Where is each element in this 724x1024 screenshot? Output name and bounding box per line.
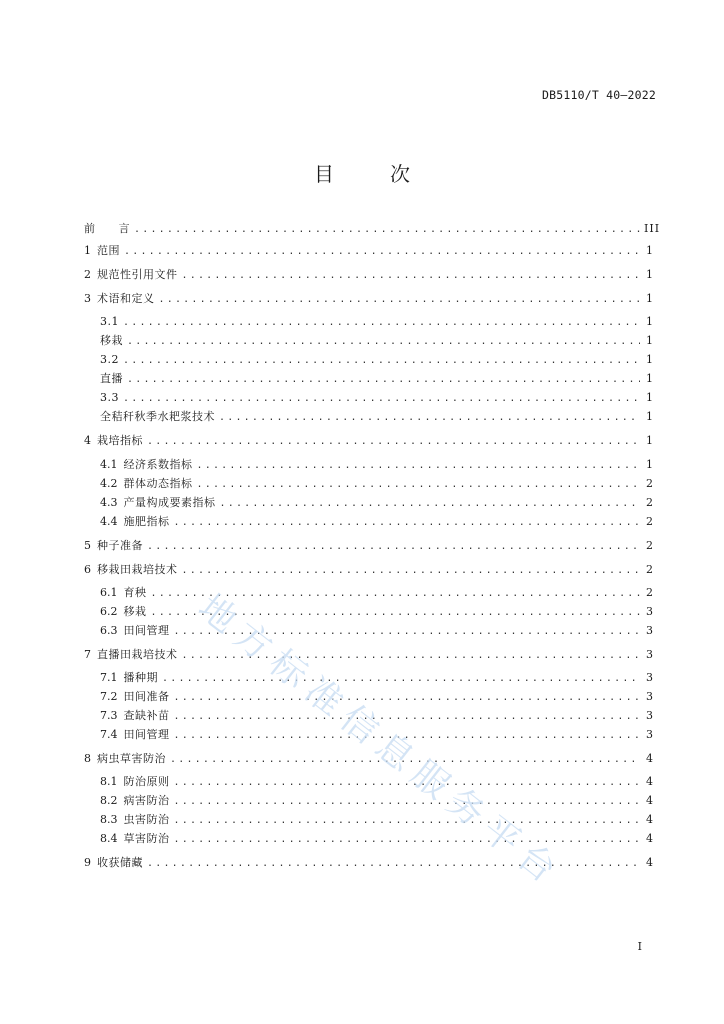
toc-entry-page: 4	[646, 775, 654, 788]
toc-entry-title: 范围	[97, 244, 120, 257]
toc-entry[interactable]	[100, 603, 654, 621]
toc-leader-dots	[197, 476, 641, 494]
toc-leader-dots	[219, 409, 640, 427]
toc-leader-dots	[220, 495, 641, 513]
toc-entry[interactable]	[84, 750, 654, 768]
toc-entry[interactable]	[100, 456, 654, 474]
toc-leader-dots	[124, 243, 640, 261]
toc-entry[interactable]	[100, 332, 654, 350]
toc-entry-title: 产量构成要素指标	[123, 496, 216, 509]
toc-entry-page: 4	[646, 832, 654, 845]
toc-leader-dots	[123, 390, 640, 408]
toc-entry-page: 3	[646, 648, 654, 661]
toc-entry[interactable]	[100, 313, 654, 331]
toc-entry-title: 病害防治	[123, 794, 170, 807]
toc-entry-title: 施肥指标	[123, 515, 170, 528]
toc-entry-number: 4.2	[100, 477, 118, 490]
toc-entry[interactable]	[100, 792, 654, 810]
watermark-text: 地方标准信息服务平台	[190, 586, 571, 897]
toc-entry-page: 1	[646, 372, 654, 385]
toc-entry[interactable]	[100, 475, 654, 493]
toc-entry-title: 草害防治	[123, 832, 170, 845]
toc-leader-dots	[174, 727, 641, 745]
toc-entry[interactable]	[100, 688, 654, 706]
toc-entry[interactable]	[84, 290, 654, 308]
toc-entry-page: III	[644, 222, 661, 235]
toc-leader-dots	[174, 689, 641, 707]
toc-entry-title: 田间管理	[123, 624, 170, 637]
page-title: 目 次	[314, 162, 428, 186]
toc-entry-page: 3	[646, 690, 654, 703]
toc-entry-title: 病虫草害防治	[97, 752, 166, 765]
toc-entry-page: 1	[646, 244, 654, 257]
toc-leader-dots	[159, 291, 641, 309]
toc-entry-title: 移栽田栽培技术	[97, 563, 178, 576]
toc-entry[interactable]	[84, 646, 654, 664]
toc-leader-dots	[123, 314, 640, 332]
toc-entry-number: 6.2	[100, 605, 118, 618]
toc-entry[interactable]	[84, 561, 654, 579]
toc-entry-title: 播种期	[123, 671, 158, 684]
toc-entry-title: 移栽	[100, 334, 123, 347]
toc-entry-page: 3	[646, 728, 654, 741]
toc-leader-dots	[174, 708, 641, 726]
toc-entry-number: 7.1	[100, 671, 118, 684]
toc-entry-page: 3	[646, 624, 654, 637]
toc-entry-page: 1	[646, 353, 654, 366]
toc-leader-dots	[174, 623, 641, 641]
toc-entry-page: 1	[646, 458, 654, 471]
toc-entry-number: 6.3	[100, 624, 118, 637]
toc-entry[interactable]	[100, 830, 654, 848]
toc-entry-number: 8.4	[100, 832, 118, 845]
toc-entry-number: 3	[84, 292, 91, 305]
toc-entry-page: 3	[646, 709, 654, 722]
toc-entry[interactable]	[84, 242, 654, 260]
toc-entry[interactable]	[100, 513, 654, 531]
toc-entry[interactable]	[100, 811, 654, 829]
toc-entry[interactable]	[100, 773, 654, 791]
toc-entry[interactable]	[84, 266, 654, 284]
toc-entry-title: 育秧	[123, 586, 147, 599]
toc-entry-number: 7.3	[100, 709, 118, 722]
toc-entry-number: 9	[84, 856, 91, 869]
toc-leader-dots	[147, 538, 640, 556]
toc-entry-number: 4	[84, 434, 91, 447]
toc-entry-page: 4	[646, 856, 654, 869]
toc-entry-title: 虫害防治	[123, 813, 170, 826]
toc-entry-page: 1	[646, 268, 654, 281]
toc-entry-number: 4.3	[100, 496, 118, 509]
toc-leader-dots	[123, 352, 640, 370]
toc-entry[interactable]	[100, 669, 654, 687]
toc-entry-page: 4	[646, 752, 654, 765]
toc-entry[interactable]	[100, 494, 654, 512]
toc-entry[interactable]	[84, 432, 654, 450]
toc-entry[interactable]	[100, 351, 654, 369]
toc-entry-page: 1	[646, 334, 654, 347]
toc-entry-page: 2	[646, 515, 654, 528]
toc-entry-title: 术语和定义	[97, 292, 155, 305]
toc-entry-page: 4	[646, 794, 654, 807]
toc-entry[interactable]	[100, 726, 654, 744]
toc-entry-number: 8.3	[100, 813, 118, 826]
toc-entry-number: 8.1	[100, 775, 118, 788]
toc-entry-page: 2	[646, 563, 654, 576]
toc-entry-title: 移栽	[123, 605, 147, 618]
toc-entry-page: 3	[646, 671, 654, 684]
toc-entry-title: 收获储藏	[97, 856, 143, 869]
toc-leader-dots	[147, 433, 640, 451]
toc-leader-dots	[162, 670, 640, 688]
toc-entry[interactable]	[100, 622, 654, 640]
toc-entry-number: 2	[84, 268, 91, 281]
toc-entry-number: 7	[84, 648, 91, 661]
toc-entry-page: 4	[646, 813, 654, 826]
toc-entry-page: 1	[646, 391, 654, 404]
toc-leader-dots	[182, 562, 641, 580]
toc-entry-title: 3.1	[100, 315, 119, 328]
toc-entry-page: 2	[646, 586, 654, 599]
toc-entry-number: 6	[84, 563, 91, 576]
toc-entry-title: 直播田栽培技术	[97, 648, 178, 661]
toc-entry[interactable]	[100, 408, 654, 426]
toc-entry[interactable]	[100, 584, 654, 602]
page-number: I	[637, 940, 642, 953]
toc-entry-number: 7.4	[100, 728, 118, 741]
toc-entry[interactable]	[84, 854, 654, 872]
toc-leader-dots	[174, 831, 641, 849]
toc-entry-page: 2	[646, 477, 654, 490]
toc-entry-title: 全秸秆秋季水耙浆技术	[100, 410, 215, 423]
toc-entry-title: 规范性引用文件	[97, 268, 178, 281]
toc-entry-page: 1	[646, 292, 654, 305]
toc-entry-number: 5	[84, 539, 91, 552]
toc-entry-number: 8.2	[100, 794, 118, 807]
toc-leader-dots	[182, 267, 641, 285]
toc-leader-dots	[182, 647, 641, 665]
toc-leader-dots	[151, 604, 641, 622]
toc-entry-title: 直播	[100, 372, 123, 385]
toc-entry[interactable]	[84, 220, 661, 238]
toc-entry-number: 6.1	[100, 586, 118, 599]
toc-entry-number: 1	[84, 244, 91, 257]
toc-entry-page: 1	[646, 434, 654, 447]
toc-entry-title: 查缺补苗	[123, 709, 170, 722]
toc-leader-dots	[174, 812, 641, 830]
toc-entry-page: 1	[646, 410, 654, 423]
toc-entry-title: 3.3	[100, 391, 119, 404]
toc-entry-title: 田间准备	[123, 690, 170, 703]
toc-entry-number: 8	[84, 752, 91, 765]
toc-leader-dots	[174, 514, 641, 532]
toc-entry-page: 2	[646, 496, 654, 509]
toc-entry-title: 防治原则	[123, 775, 170, 788]
toc-entry[interactable]	[100, 707, 654, 725]
toc-entry-page: 3	[646, 605, 654, 618]
toc-entry-number: 7.2	[100, 690, 118, 703]
toc-entry-title: 栽培指标	[97, 434, 143, 447]
standard-code: DB5110/T 40—2022	[542, 88, 656, 102]
toc-entry-title: 田间管理	[123, 728, 170, 741]
toc-entry[interactable]	[84, 537, 654, 555]
toc-entry[interactable]	[100, 370, 654, 388]
toc-leader-dots	[147, 855, 640, 873]
toc-entry-page: 2	[646, 539, 654, 552]
toc-entry-page: 1	[646, 315, 654, 328]
toc-leader-dots	[134, 221, 640, 239]
toc-entry-title: 群体动态指标	[123, 477, 193, 490]
toc-leader-dots	[174, 774, 641, 792]
toc-entry-title: 3.2	[100, 353, 119, 366]
toc-leader-dots	[170, 751, 640, 769]
toc-leader-dots	[197, 457, 641, 475]
toc-leader-dots	[151, 585, 641, 603]
toc-entry-title: 经济系数指标	[123, 458, 193, 471]
toc-entry-title: 前 言	[84, 222, 130, 235]
toc-entry-number: 4.1	[100, 458, 118, 471]
toc-entry-title: 种子准备	[97, 539, 143, 552]
toc-entry-number: 4.4	[100, 515, 118, 528]
toc-leader-dots	[174, 793, 641, 811]
toc-entry[interactable]	[100, 389, 654, 407]
toc-leader-dots	[127, 371, 640, 389]
toc-leader-dots	[127, 333, 640, 351]
